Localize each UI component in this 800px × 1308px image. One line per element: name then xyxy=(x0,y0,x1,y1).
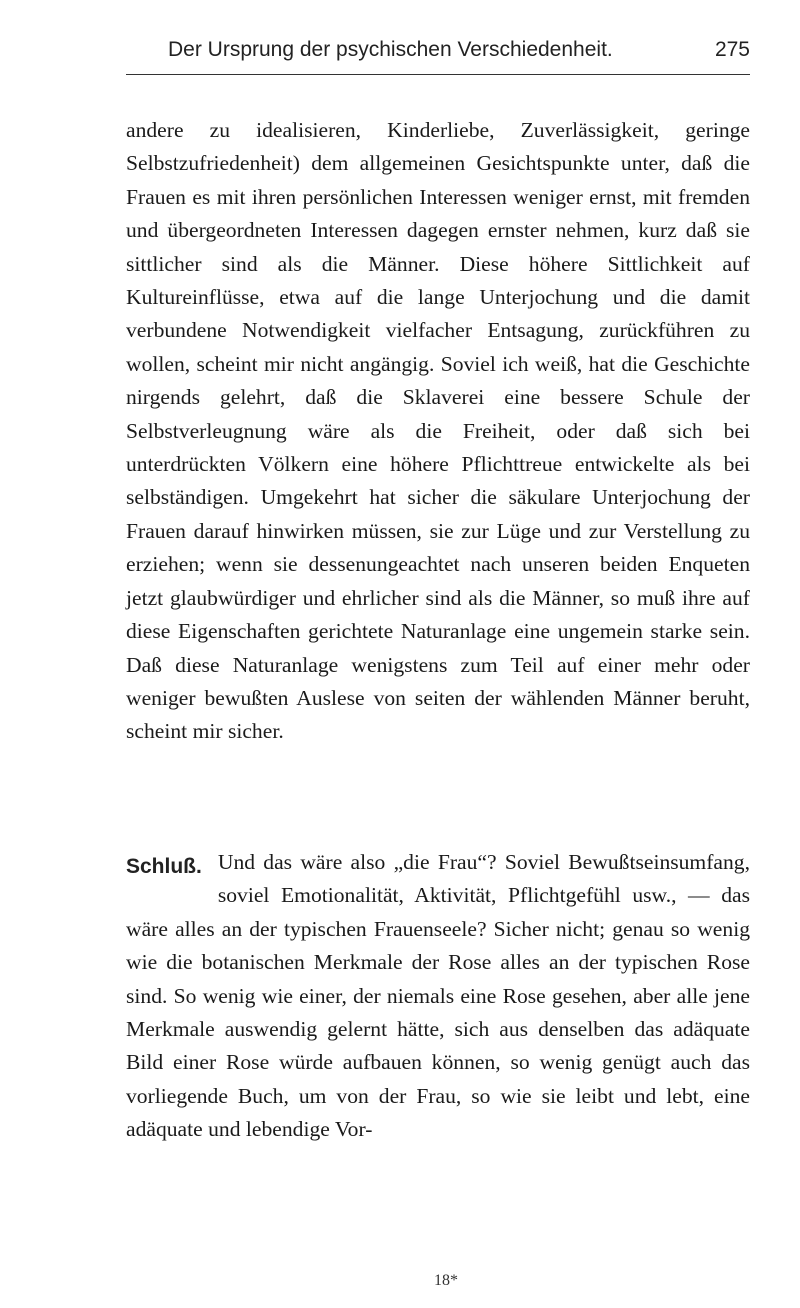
running-header xyxy=(126,30,750,75)
page-number: 275 xyxy=(714,38,750,61)
printer-signature-mark: 18* xyxy=(434,1272,458,1289)
conclusion-section xyxy=(126,846,750,1147)
conclusion-paragraph: Und das wäre also „die Frau“? Soviel Bewußtseinsumfang, soviel Emotionalität, Aktivität, Pflichtgefühl usw., — das wäre alles an der typischen Frauenseele? Sicher nicht; genau so wenig wie die botanischen Merkmale der Rose alles an der typischen Rose sind. So wenig wie einer, der niemals eine Rose gesehen, aber alle jene Merkmale auswendig gelernt hätte, sich aus denselben das adäquate Bild einer Rose würde aufbauen können, so wenig genügt auch das vorliegende Buch, um von der Frau, so wie sie leibt und lebt, eine adäquate und lebendige Vor- xyxy=(126,850,750,1142)
section-heading: Schluß. xyxy=(126,855,202,878)
body-paragraph: andere zu idealisieren, Kinderliebe, Zuverlässigkeit, geringe Selbstzufriedenheit) dem allgemeinen Gesichtspunkte unter, daß die Frauen es mit ihren persönlichen Interessen weniger ernst, mit fremden und übergeordneten Interessen dagegen ernster nehmen, kurz daß sie sittlicher sind als die Männer. Diese höhere Sittlichkeit auf Kultureinflüsse, etwa auf die lange Unterjochung und die damit verbundene Notwendigkeit vielfacher Entsagung, zurückführen zu wollen, scheint mir nicht angängig. Soviel ich weiß, hat die Geschichte nirgends gelehrt, daß die Sklaverei eine bessere Schule der Selbstverleugnung wäre als die Freiheit, oder daß sich bei unterdrückten Völkern eine höhere Pflichttreue entwickelte als bei selbständigen. Umgekehrt hat sicher die säkulare Unterjochung der Frauen darauf hinwirken müssen, sie zur Lüge und zur Verstellung zu erziehen; wenn sie dessenungeachtet nach unseren beiden Enqueten jetzt glaubwürdiger und ehrlicher sind als die Männer, so muß ihre auf diese Eigenschaften gerichtete Naturanlage eine ungemein starke sein. Daß diese Naturanlage wenigstens zum Teil auf einer mehr oder weniger bewußten Auslese von seiten der wählenden Männer beruht, scheint mir sicher. xyxy=(126,118,750,744)
running-title: Der Ursprung der psychischen Verschiedenheit. xyxy=(168,38,613,61)
